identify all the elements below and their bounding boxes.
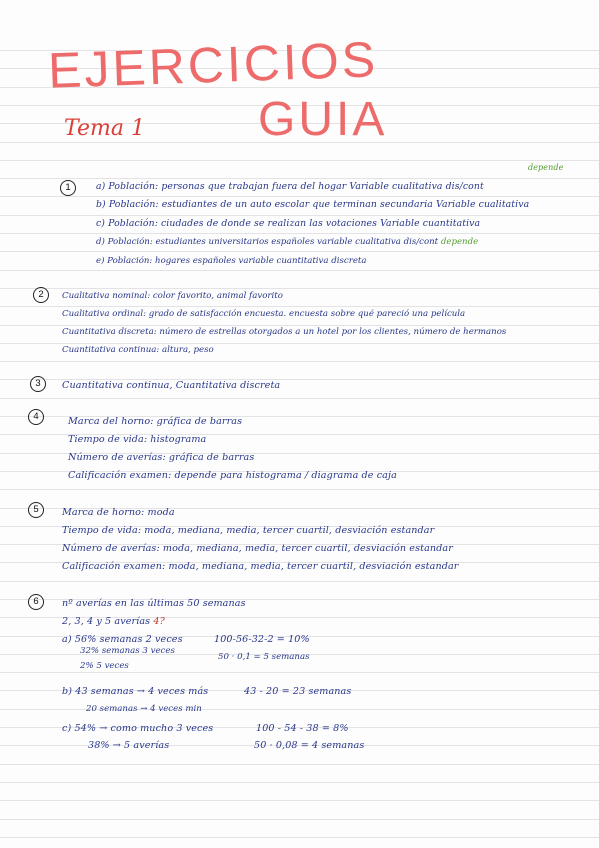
s1-line-c: c) Población: ciudades de donde se realizan las votaciones Variable cuantitativa bbox=[96, 218, 481, 229]
ruled-line bbox=[0, 215, 599, 216]
page-title-guia: GUIA bbox=[258, 93, 388, 146]
s6-b-result-1: 43 - 20 = 23 semanas bbox=[244, 686, 352, 697]
s1-line-a: a) Población: personas que trabajan fuera del hogar Variable cualitativa dis/cont bbox=[96, 181, 484, 192]
ruled-line bbox=[0, 306, 599, 307]
page-subtitle: Tema 1 bbox=[64, 116, 145, 141]
ruled-line bbox=[0, 325, 599, 326]
s2-line-2: Cualitativa ordinal: grado de satisfacción encuesta. encuesta sobre qué pareció una película bbox=[62, 309, 466, 319]
s6-a-line-2: 32% semanas 3 veces bbox=[80, 646, 175, 656]
s3-line-1: Cuantitativa continua, Cuantitativa discreta bbox=[62, 380, 281, 391]
s1-line-b: b) Población: estudiantes de un auto escolar que terminan secundaria Variable cualitativa bbox=[96, 199, 530, 210]
s2-line-1: Cualitativa nominal: color favorito, animal favorito bbox=[62, 291, 283, 301]
s1-line-e: e) Población: hogares españoles variable cuantitativa discreta bbox=[96, 256, 367, 266]
ruled-line bbox=[0, 800, 599, 801]
exercise-number-1: 1 bbox=[60, 180, 76, 196]
s5-line-3: Número de averías: moda, mediana, media, tercer cuartil, desviación estandar bbox=[62, 543, 453, 554]
page-title-ejercicios: EJERCICIOS bbox=[47, 31, 379, 99]
ruled-line bbox=[0, 343, 599, 344]
s2-line-3: Cuantitativa discreta: número de estrellas otorgados a un hotel por los clientes, número de hermanos bbox=[62, 327, 507, 337]
s4-line-1: Marca del horno: gráfica de barras bbox=[68, 416, 243, 427]
s6-a-result-2: 50 · 0,1 = 5 semanas bbox=[218, 652, 310, 662]
ruled-line bbox=[0, 178, 599, 179]
ruled-line bbox=[0, 160, 599, 161]
ruled-line bbox=[0, 672, 599, 673]
margin-note-depende: depende bbox=[528, 163, 564, 172]
s6-b-line-1: b) 43 semanas → 4 veces más bbox=[62, 686, 209, 697]
s4-line-3: Número de averías: gráfica de barras bbox=[68, 452, 255, 463]
s6-a-result-1: 100-56-32-2 = 10% bbox=[214, 634, 310, 645]
s5-line-1: Marca de horno: moda bbox=[62, 507, 175, 518]
ruled-line bbox=[0, 361, 599, 362]
s6-line-2-question: 4? bbox=[153, 616, 165, 627]
s6-b-line-2: 20 semanas → 4 veces min bbox=[86, 704, 202, 714]
s1-line-d-text: d) Población: estudiantes universitarios españoles variable cualitativa dis/cont bbox=[96, 237, 439, 247]
exercise-number-5: 5 bbox=[28, 502, 44, 518]
s4-line-4: Calificación examen: depende para histograma / diagrama de caja bbox=[68, 470, 397, 481]
exercise-number-4: 4 bbox=[28, 409, 44, 425]
ruled-line bbox=[0, 196, 599, 197]
s6-a-line-3: 2% 5 veces bbox=[80, 661, 129, 671]
ruled-line bbox=[0, 288, 599, 289]
exercise-number-6: 6 bbox=[28, 594, 44, 610]
ruled-line bbox=[0, 270, 599, 271]
ruled-line bbox=[0, 489, 599, 490]
s6-line-1: nº averías en las últimas 50 semanas bbox=[62, 598, 246, 609]
s2-line-4: Cuantitativa continua: altura, peso bbox=[62, 345, 214, 355]
ruled-line bbox=[0, 581, 599, 582]
exercise-number-3: 3 bbox=[30, 376, 46, 392]
s5-line-2: Tiempo de vida: moda, mediana, media, tercer cuartil, desviación estandar bbox=[62, 525, 435, 536]
exercise-number-2: 2 bbox=[33, 287, 49, 303]
s5-line-4: Calificación examen: moda, mediana, media, tercer cuartil, desviación estandar bbox=[62, 561, 459, 572]
s6-c-line-1: c) 54% → como mucho 3 veces bbox=[62, 723, 214, 734]
s4-line-2: Tiempo de vida: histograma bbox=[68, 434, 207, 445]
s6-c-result-2: 50 · 0,08 = 4 semanas bbox=[254, 740, 365, 751]
s1-line-d bbox=[96, 237, 478, 247]
s6-line-2-text: 2, 3, 4 y 5 averías bbox=[62, 616, 151, 627]
s6-c-line-2: 38% → 5 averías bbox=[88, 740, 170, 751]
ruled-line bbox=[0, 233, 599, 234]
ruled-line bbox=[0, 819, 599, 820]
ruled-line bbox=[0, 837, 599, 838]
s6-line-2 bbox=[62, 616, 165, 627]
ruled-line bbox=[0, 251, 599, 252]
ruled-line bbox=[0, 764, 599, 765]
s6-a-line-1: a) 56% semanas 2 veces bbox=[62, 634, 183, 645]
s1-line-d-note: depende bbox=[440, 237, 479, 247]
ruled-line bbox=[0, 398, 599, 399]
ruled-line bbox=[0, 782, 599, 783]
s6-c-result-1: 100 - 54 - 38 = 8% bbox=[256, 723, 349, 734]
